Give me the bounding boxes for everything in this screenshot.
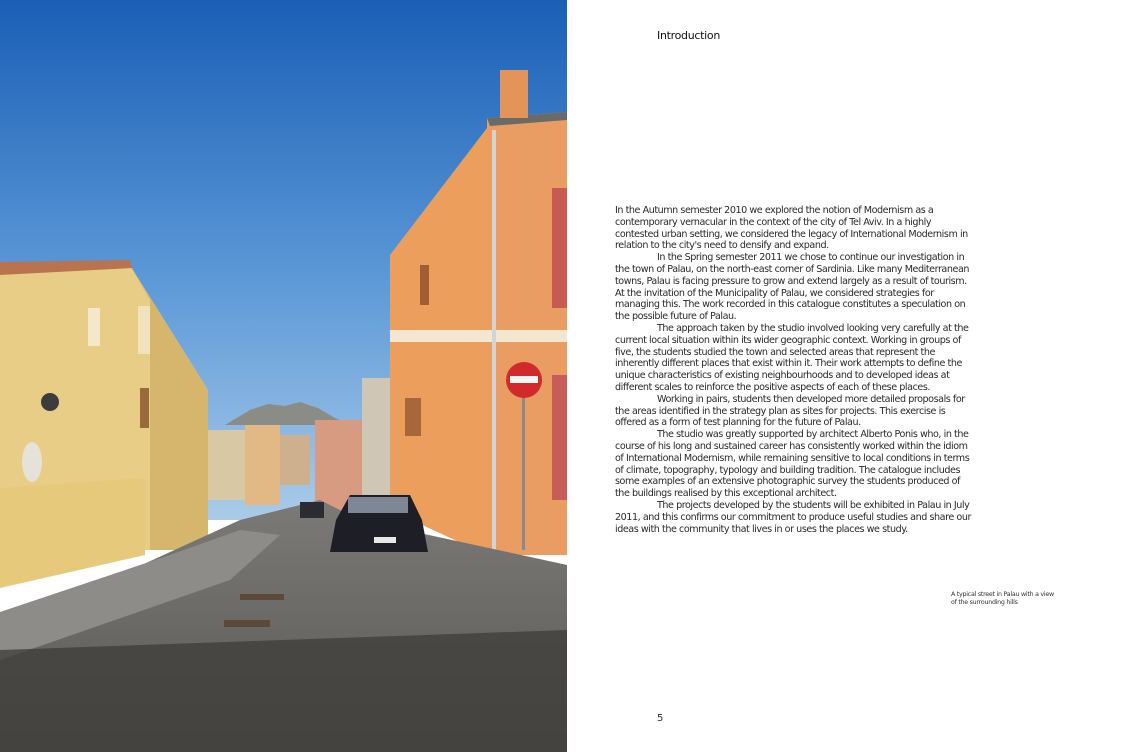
building-band <box>390 330 567 342</box>
parked-car <box>300 502 324 518</box>
drainpipe <box>492 130 496 550</box>
window-shutter <box>405 398 421 436</box>
page-number: 5 <box>657 713 664 724</box>
photo-caption: A typical street in Palau with a view of the surrounding hills <box>951 591 1054 606</box>
paragraph: In the Autumn semester 2010 we explored the notion of Modernism as a contemporary vernacular in the context of the city of Tel Aviv. In a highly contested urban setting, we considered the legacy of International Modernism in relation to the city's need to densify and expand. <box>615 205 968 252</box>
road-shadow <box>0 630 567 752</box>
introduction-body <box>615 205 975 535</box>
paragraph: The approach taken by the studio involved looking very carefully at the current local situation within its wider geographic context. Working in groups of five, the students studied the town and selected areas that represent the inherently different places that exist within it. Their work attempts to define the unique characteristics of existing neighbourhoods and to developed ideas at different scales to reinforce the positive aspects of each of these places. <box>615 322 969 393</box>
window <box>138 306 150 354</box>
text-page <box>567 0 1134 752</box>
paragraph: The studio was greatly supported by architect Alberto Ponis who, in the course of his long and sustained career has consistently worked within the idiom of International Modernism, while remaining sensitive to local conditions in terms of climate, topography, typology and building tradition. The catalogue includes some examples of an extensive photographic survey the students produced of the buildings realised by this exceptional architect. <box>615 429 970 500</box>
distant-building <box>362 378 392 498</box>
window-shutter <box>140 388 149 428</box>
paragraph: The projects developed by the students will be exhibited in Palau in July 2011, and this confirms our commitment to produce useful studies and share our ideas with the community that lives in or uses the places we study. <box>615 499 971 535</box>
paragraph: Working in pairs, students then developed more detailed proposals for the areas identified in the strategy plan as sites for projects. This exercise is offered as a form of test planning for the future of Palau. <box>615 393 965 429</box>
satellite-dish <box>41 393 59 411</box>
car-windshield <box>348 497 408 513</box>
chimney <box>500 70 528 118</box>
car-plate <box>374 537 396 543</box>
drain-grate <box>240 594 284 600</box>
distant-building <box>280 435 310 485</box>
sign-pole <box>522 395 525 550</box>
section-title: Introduction <box>657 29 721 42</box>
window-shutter <box>552 188 567 308</box>
distant-building <box>245 425 280 505</box>
window-shutter <box>552 375 567 500</box>
window <box>88 308 100 346</box>
window-shutter <box>420 265 429 305</box>
no-entry-bar <box>510 376 538 383</box>
satellite-dish <box>22 442 42 482</box>
paragraph: In the Spring semester 2011 we chose to continue our investigation in the town of Palau, on the north-east corner of Sardinia. Like many Mediterranean towns, Palau is facing pressure to grow and extend largely as a result of tourism. At the invitation of the Municipality of Palau, we considered strategies for managing this. The work recorded in this catalogue constitutes a speculation on the possible future of Palau. <box>615 252 970 323</box>
drain-grate <box>224 620 270 627</box>
